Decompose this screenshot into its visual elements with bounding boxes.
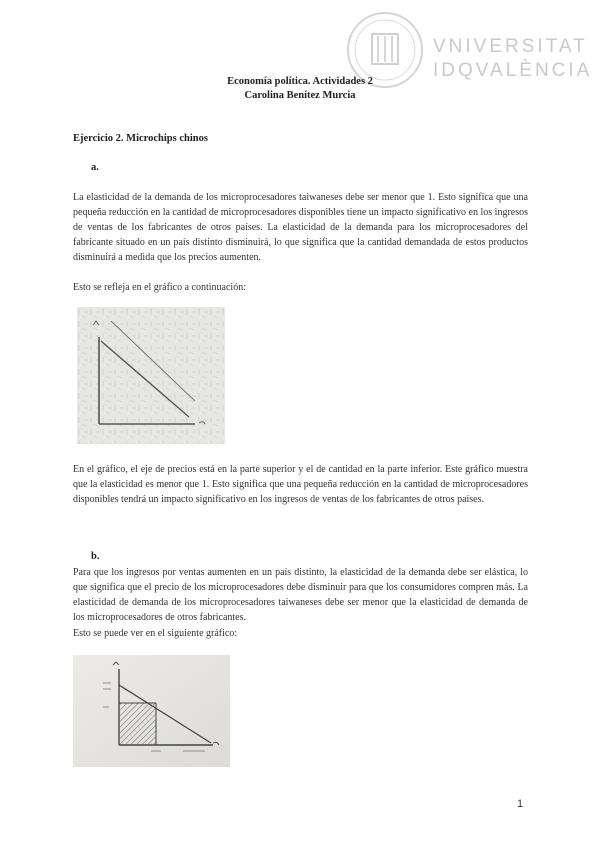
document-title: Economía política. Actividades 2 (227, 76, 373, 87)
page-number: 1 (517, 798, 524, 810)
part-a-paragraph-1: La elasticidad de la demanda de los microprocesadores taiwaneses debe ser menor que 1. Esto significa que una pequeña reducción en la cantidad de microprocesadores disponibles tiene un impacto significativo en los ingresos de ventas de los fabricantes de otros países. La elasticidad de la demanda para los microprocesadores del fabricante situado en un país distinto disminuirá, lo que significa que la cantidad demandada de estos productos disminuirá a medida que los precios aumenten. (73, 192, 528, 263)
part-a-label: a. (91, 162, 99, 173)
part-b-label: b. (91, 551, 100, 562)
part-a-paragraph-2: En el gráfico, el eje de precios está en la parte superior y el de cantidad en la parte inferior. Este gráfico muestra que la elasticidad es menor que 1. Esto significa que una pequeña reducción en la cantidad de microprocesadores disponibles tendrá un impacto significativo en los ingresos de ventas de los fabricantes de otros países. (73, 464, 528, 505)
document-author: Carolina Benítez Murcia (244, 90, 356, 101)
part-b-figure-intro: Esto se puede ver en el siguiente gráfico: (73, 628, 238, 639)
demand-graph-photo-1 (77, 307, 225, 444)
exercise-heading: Ejercicio 2. Microchips chinos (73, 133, 208, 144)
part-a-figure-intro: Esto se refleja en el gráfico a continuación: (73, 282, 246, 293)
logo-wordmark-line2: IDQVALÈNCIA (433, 60, 593, 81)
part-b-paragraph-1: Para que los ingresos por ventas aumenten en un país distinto, la elasticidad de la demanda debe ser elástica, lo que significa que el precio de los microprocesadores debe disminuir para que los consumidores compren más. La elasticidad de demanda de los microprocesadores taiwaneses debe ser menor que la elasticidad de demanda de los microprocesadores de otros fabricantes. (73, 567, 528, 623)
demand-graph-photo-2 (73, 655, 230, 767)
revenue-area (120, 703, 156, 745)
logo-wordmark-line1: VNIVERSITAT (433, 36, 588, 57)
